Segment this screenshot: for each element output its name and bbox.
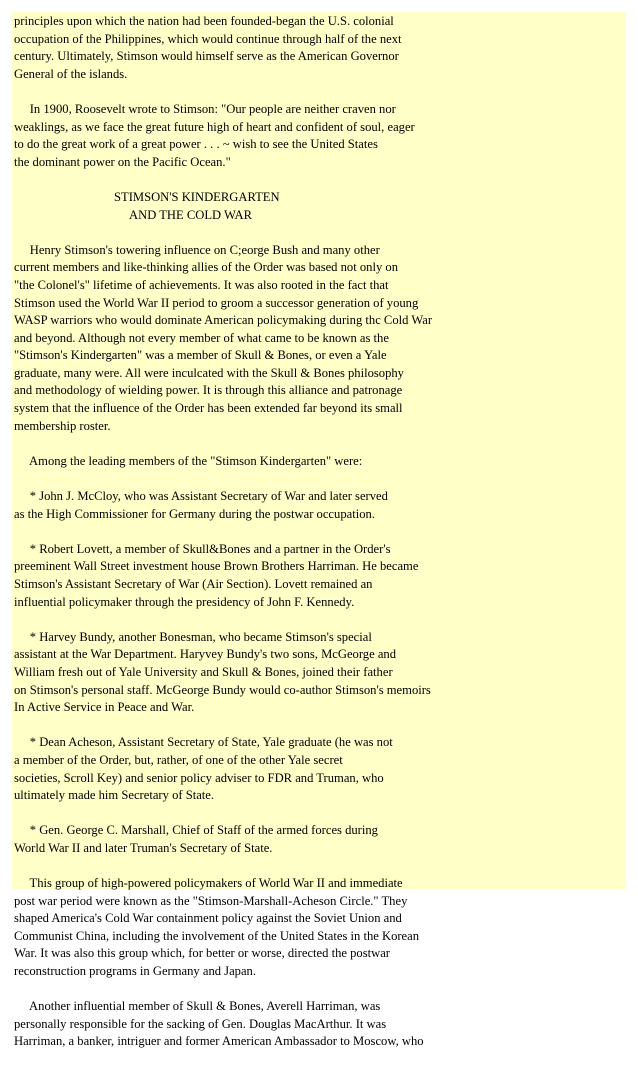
paragraph xyxy=(14,13,622,83)
list-item xyxy=(14,822,622,857)
text-line: the dominant power on the Pacific Ocean." xyxy=(14,154,231,169)
paragraph xyxy=(14,998,622,1051)
text-line: Stimson used the World War II period to groom a successor generation of young xyxy=(14,295,419,310)
text-line: "Stimson's Kindergarten" was a member of Skull & Bones, or even a Yale xyxy=(14,348,387,363)
text-line: system that the influence of the Order has been extended far beyond its small xyxy=(14,401,403,416)
text-line: Another influential member of Skull & Bones, Averell Harriman, was xyxy=(14,999,381,1014)
text-line: a member of the Order, but, rather, of one of the other Yale secret xyxy=(14,752,343,767)
text-line: WASP warriors who would dominate American policymaking during thc Cold War xyxy=(14,313,433,328)
text-line: personally responsible for the sacking of Gen. Douglas MacArthur. It was xyxy=(14,1016,387,1031)
text-line: assistant at the War Department. Haryvey Bundy's two sons, McGeorge and xyxy=(14,647,397,662)
text-line: William fresh out of Yale University and Skull & Bones, joined their father xyxy=(14,664,393,679)
paragraph xyxy=(14,453,622,471)
text-line: influential policymaker through the presidency of John F. Kennedy. xyxy=(14,594,355,609)
text-line: societies, Scroll Key) and senior policy adviser to FDR and Truman, who xyxy=(14,770,384,785)
text-line: and beyond. Although not every member of what came to be known as the xyxy=(14,330,389,345)
text-line: This group of high-powered policymakers of World War II and immediate xyxy=(14,876,403,891)
text-line: * Robert Lovett, a member of Skull&Bones and a partner in the Order's xyxy=(14,541,391,556)
text-line: * Harvey Bundy, another Bonesman, who became Stimson's special xyxy=(14,629,372,644)
paragraph xyxy=(14,242,622,436)
text-line: post war period were known as the "Stimson-Marshall-Acheson Circle." They xyxy=(14,893,408,908)
text-line: as the High Commissioner for Germany during the postwar occupation. xyxy=(14,506,375,521)
text-line: on Stimson's personal staff. McGeorge Bundy would co-author Stimson's memoirs xyxy=(14,682,431,697)
text-line: Communist China, including the involvement of the United States in the Korean xyxy=(14,928,420,943)
document-page xyxy=(12,12,626,1049)
list-item xyxy=(14,734,622,804)
text-line: * Gen. George C. Marshall, Chief of Staff of the armed forces during xyxy=(14,823,378,838)
text-line: weaklings, as we face the great future high of heart and confident of soul, eager xyxy=(14,119,415,134)
text-line: * Dean Acheson, Assistant Secretary of State, Yale graduate (he was not xyxy=(14,735,393,750)
paragraph xyxy=(14,101,622,171)
heading-line: STIMSON'S KINDERGARTEN xyxy=(114,189,280,204)
document-text xyxy=(14,13,622,1069)
text-line: Henry Stimson's towering influence on C;eorge Bush and many other xyxy=(14,242,380,257)
section-heading xyxy=(14,189,622,224)
text-line: shaped America's Cold War containment policy against the Soviet Union and xyxy=(14,911,402,926)
text-line: * John J. McCloy, who was Assistant Secretary of War and later served xyxy=(14,489,388,504)
text-line: In Active Service in Peace and War. xyxy=(14,700,195,715)
text-line: preeminent Wall Street investment house Brown Brothers Harriman. He became xyxy=(14,559,419,574)
text-line: occupation of the Philippines, which would continue through half of the next xyxy=(14,31,402,46)
text-line: century. Ultimately, Stimson would himself serve as the American Governor xyxy=(14,49,399,64)
text-line: to do the great work of a great power . . . ~ wish to see the United States xyxy=(14,137,378,152)
text-line: In 1900, Roosevelt wrote to Stimson: "Our people are neither craven nor xyxy=(14,101,396,116)
list-item xyxy=(14,629,622,717)
text-line: principles upon which the nation had been founded-began the U.S. colonial xyxy=(14,14,394,28)
paragraph xyxy=(14,875,622,981)
heading-line: AND THE COLD WAR xyxy=(129,207,253,222)
list-item xyxy=(14,488,622,523)
text-line: "the Colonel's" lifetime of achievements. It was also rooted in the fact that xyxy=(14,277,389,292)
text-line: Stimson's Assistant Secretary of War (Air Section). Lovett remained an xyxy=(14,577,373,591)
text-line: Among the leading members of the "Stimson Kindergarten" were: xyxy=(14,453,363,468)
text-line: World War II and later Truman's Secretary of State. xyxy=(14,840,273,855)
text-line: ultimately made him Secretary of State. xyxy=(14,788,215,803)
text-line: membership roster. xyxy=(14,418,111,433)
list-item xyxy=(14,541,622,611)
text-line: and methodology of wielding power. It is through this alliance and patronage xyxy=(14,383,403,398)
text-line: graduate, many were. All were inculcated with the Skull & Bones philosophy xyxy=(14,365,404,380)
text-line: General of the islands. xyxy=(14,66,128,81)
text-line: current members and like-thinking allies of the Order was based not only on xyxy=(14,260,399,275)
text-line: reconstruction programs in Germany and Japan. xyxy=(14,964,257,979)
text-line: Harriman, a banker, intriguer and former American Ambassador to Moscow, who xyxy=(14,1034,424,1049)
text-line: War. It was also this group which, for better or worse, directed the postwar xyxy=(14,946,390,961)
